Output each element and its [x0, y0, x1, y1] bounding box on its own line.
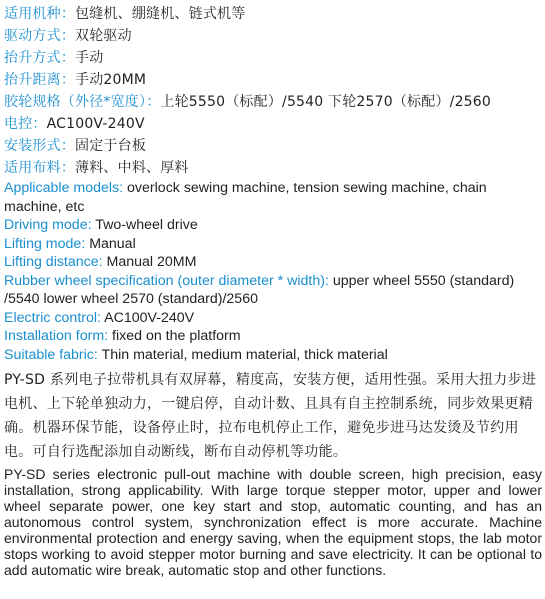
spec-value: AC100V-240V [46, 116, 145, 132]
spec-row-zh: 胶轮规格（外径*宽度）：上轮5550（标配）/5540 下轮2570（标配）/2560 [4, 94, 492, 110]
spec-row-zh: 抬升距离：手动20MM [4, 72, 147, 88]
spec-label: Lifting mode [4, 235, 82, 252]
english-spec-list [4, 179, 542, 364]
spec-value: 上轮5550（标配）/5540 下轮2570（标配）/2560 [160, 94, 492, 110]
product-spec-page [4, 3, 542, 578]
spec-row-zh: 抬升方式：手动 [4, 50, 104, 66]
spec-value: upper wheel 5550 (standard) /5540 lower wheel 2570 (standard)/2560 [4, 272, 515, 307]
spec-row-en: Driving mode: Two-wheel drive [4, 217, 198, 233]
spec-row-en: Lifting distance: Manual 20MM [4, 254, 197, 270]
spec-row-en: Rubber wheel specification (outer diameter * width): upper wheel 5550 (standard) /5540 lower wheel 2570 (standard)/2560 [4, 272, 515, 307]
spec-value: fixed on the platform [112, 328, 241, 344]
chinese-spec-list [4, 3, 542, 179]
spec-label: 适用机种 [4, 6, 61, 22]
spec-value: 薄料、中料、厚料 [75, 160, 189, 176]
spec-label: 抬升方式 [4, 50, 61, 66]
spec-row-zh: 适用机种：包缝机、绷缝机、链式机等 [4, 6, 246, 22]
spec-row-en: Electric control: AC100V-240V [4, 309, 195, 326]
spec-value: 包缝机、绷缝机、链式机等 [75, 6, 246, 22]
spec-value: Two-wheel drive [95, 217, 198, 233]
spec-label: 适用布料 [4, 160, 61, 176]
spec-value: 手动 [75, 50, 104, 66]
spec-row-en: Suitable fabric: Thin material, medium material, thick material [4, 346, 388, 363]
spec-value: Thin material, medium material, thick material [101, 346, 388, 363]
spec-row-zh: 安装形式：固定于台板 [4, 138, 147, 154]
description-english: PY-SD series electronic pull-out machine with double screen, high precision, easy installation, strong applicability. With large torque stepper motor, upper and lower wheel separate power, one key start and stop, automatic counting, and has an autonomous control system, synchronization effect is more accurate. Machine environmental protection and energy saving, when the equipment stops, the lab motor stops working to avoid stepper motor burning and save electricity. It can be optional to add automatic wire break, automatic stop and other functions. [4, 466, 542, 578]
spec-row-en: Lifting mode: Manual [4, 235, 136, 252]
spec-label: Suitable fabric [4, 346, 94, 363]
spec-row-zh: 驱动方式：双轮驱动 [4, 28, 132, 44]
spec-label: 抬升距离 [4, 72, 61, 88]
spec-label: 驱动方式 [4, 28, 61, 44]
spec-value: AC100V-240V [104, 309, 195, 326]
spec-label: Electric control [4, 309, 98, 326]
spec-value: overlock sewing machine, tension sewing machine, chain machine, etc [4, 180, 487, 215]
spec-label: 安装形式 [4, 138, 61, 154]
description-chinese: PY-SD 系列电子拉带机具有双屏幕，精度高，安装方便，适用性强。采用大扭力步进电机、上下轮单独动力，一键启停，自动计数、且具有自主控制系统，同步效果更精确。机器环保节能，设备停止时，拉布电机停止工作，避免步进马达发烫及节约用电。可自行选配添加自动断线，断布自动停机等功能。 [4, 372, 537, 460]
spec-row-zh: 适用布料：薄料、中料、厚料 [4, 160, 189, 176]
spec-value: 手动20MM [75, 72, 147, 88]
spec-value: 固定于台板 [75, 138, 147, 154]
spec-label: Installation form [4, 328, 105, 344]
spec-row-en: Installation form: fixed on the platform [4, 328, 241, 344]
spec-row-zh: 电控：AC100V-240V [4, 116, 145, 132]
spec-value: 双轮驱动 [75, 28, 132, 44]
spec-value: Manual [89, 235, 136, 252]
spec-value: Manual 20MM [106, 254, 197, 270]
spec-label: Driving mode [4, 217, 88, 233]
spec-label: 电控 [4, 116, 33, 132]
spec-label: Applicable models [4, 180, 120, 196]
spec-row-en: Applicable models: overlock sewing machine, tension sewing machine, chain machine, etc [4, 180, 487, 215]
spec-label: 胶轮规格（外径*宽度） [4, 94, 147, 110]
spec-label: Rubber wheel specification (outer diameter * width) [4, 272, 325, 289]
spec-label: Lifting distance [4, 254, 99, 270]
